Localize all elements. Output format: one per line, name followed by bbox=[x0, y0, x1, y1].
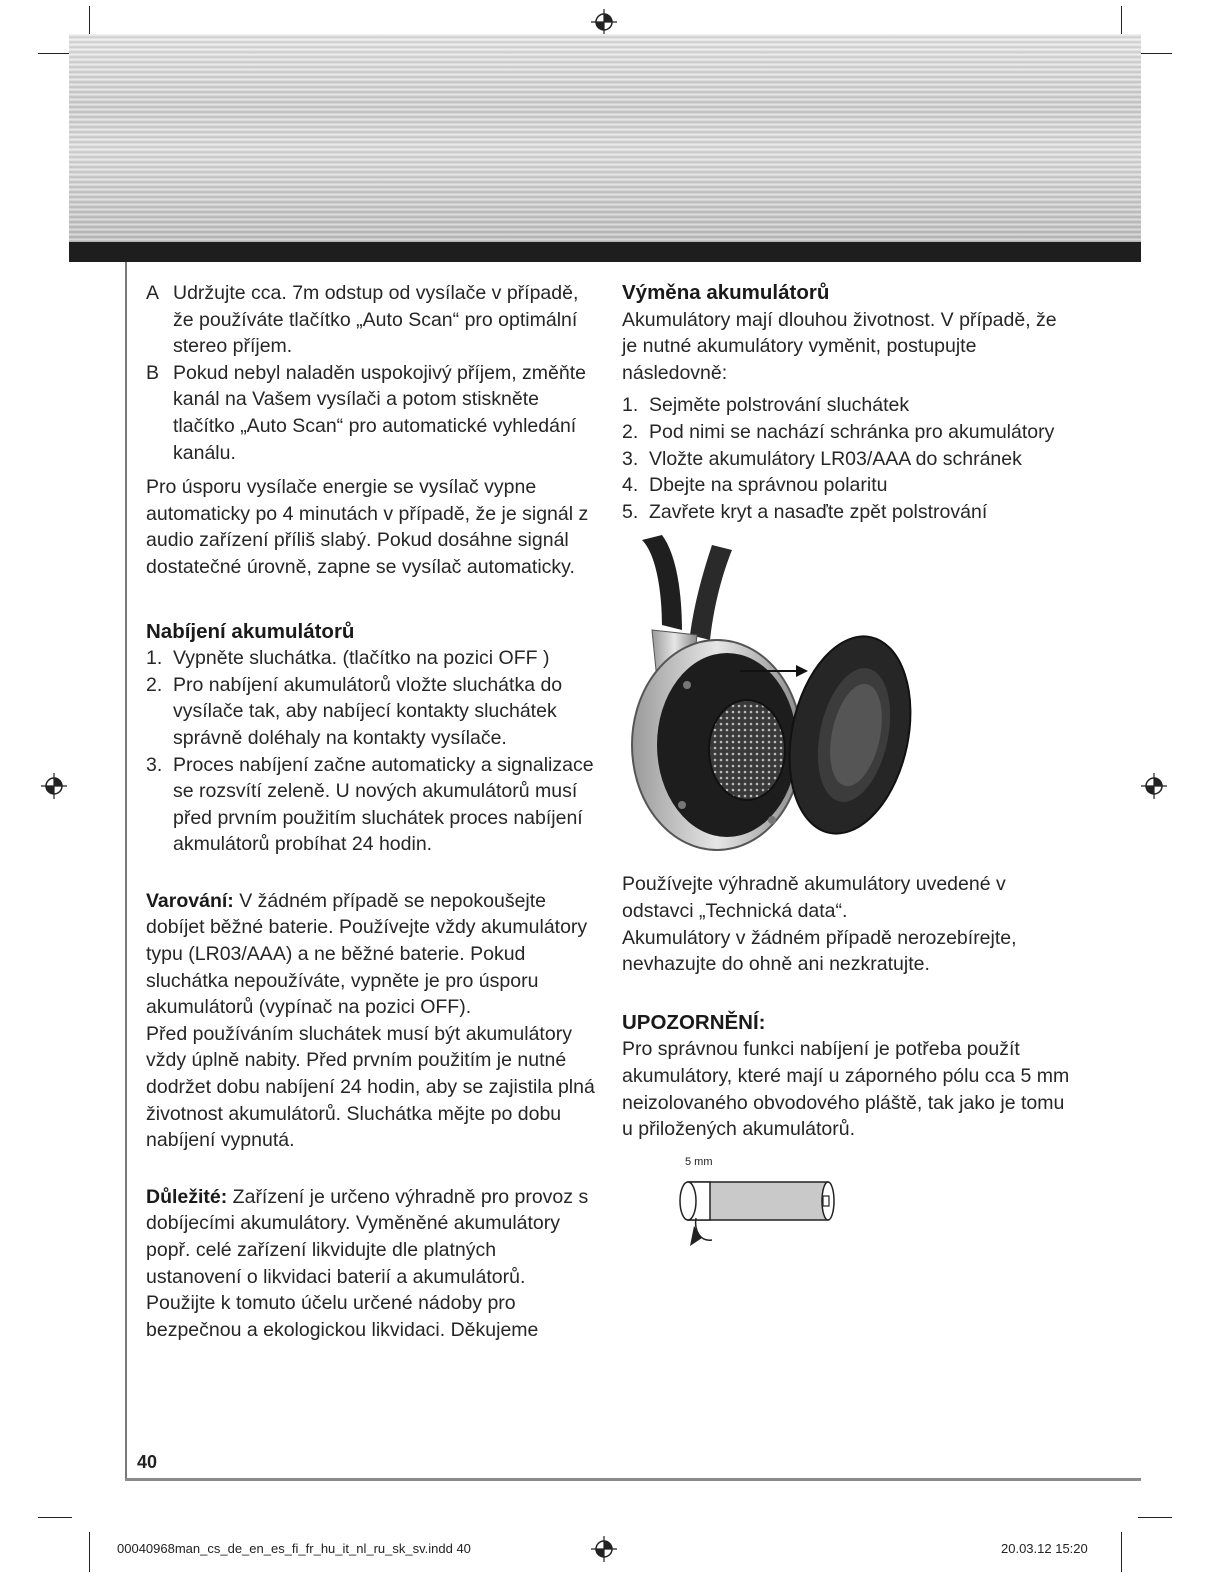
notice-heading: UPOZORNĚNÍ: bbox=[622, 1010, 766, 1034]
footer-date: 20.03.12 15:20 bbox=[1001, 1541, 1088, 1556]
crop-mark bbox=[1138, 1517, 1172, 1518]
registration-mark-icon bbox=[591, 9, 617, 35]
use-paragraph: Používejte výhradně akumulátory uvedené v odstavci „Technická data“. bbox=[622, 873, 1006, 922]
list-item-text: Pod nimi se nachází schránka pro akumulátory bbox=[649, 420, 1055, 443]
list-item-label: B bbox=[146, 361, 160, 384]
list-item-text: Vložte akumulátory LR03/AAA do schránek bbox=[649, 447, 1022, 470]
list-item bbox=[622, 446, 1072, 473]
energy-paragraph: Pro úsporu vysílače energie se vysílač vypne automaticky po 4 minutách v případě, že je signál z audio zařízení příliš slabý. Pokud dosáhne signál dostatečné úrovně, zapne se vysílač automaticky. bbox=[146, 476, 589, 578]
registration-mark-icon bbox=[41, 773, 67, 799]
crop-mark bbox=[1121, 1532, 1122, 1572]
list-item-label: A bbox=[146, 282, 160, 304]
list-item-text: Vypněte sluchátka. (tlačítko na pozici OFF ) bbox=[173, 647, 550, 670]
battery-illustration bbox=[660, 1150, 860, 1260]
list-item-text: Pokud nebyl naladěn uspokojivý příjem, změňte kanál na Vašem vysílači a potom stiskněte tlačítko „Auto Scan“ pro automatické vyhledání kanálu. bbox=[173, 361, 586, 464]
list-item bbox=[146, 360, 596, 466]
list-item-label: 1. bbox=[146, 647, 163, 670]
notice-paragraph: Pro správnou funkci nabíjení je potřeba použít akumulátory, které mají u záporného pólu cca 5 mm neizolovaného obvodového pláště, tak jako je tomu u přiložených akumulátorů. bbox=[622, 1038, 1070, 1141]
header-bar bbox=[69, 242, 1141, 262]
footer-file: 00040968man_cs_de_en_es_fi_fr_hu_it_nl_ru_sk_sv.indd 40 bbox=[117, 1541, 471, 1556]
list-item-label: 4. bbox=[622, 474, 639, 497]
list-item-label: 1. bbox=[622, 394, 639, 417]
list-item-label: 3. bbox=[622, 447, 639, 470]
header-banner bbox=[69, 34, 1141, 242]
crop-mark bbox=[1138, 53, 1172, 54]
list-item bbox=[146, 752, 596, 858]
list-item-text: Pro nabíjení akumulátorů vložte sluchátka do vysílače tak, aby nabíjecí kontakty sluchátek správně doléhaly na kontakty vysílače. bbox=[173, 673, 563, 749]
list-item bbox=[622, 499, 1072, 526]
list-item-label: 2. bbox=[146, 673, 163, 696]
use-paragraph-2: Akumulátory v žádném případě nerozebírejte, nevhazujte do ohně ani nezkratujte. bbox=[622, 926, 1017, 976]
battery-dimension-label: 5 mm bbox=[685, 1156, 713, 1168]
replace-heading: Výměna akumulátorů bbox=[622, 281, 830, 304]
list-item-label: 5. bbox=[622, 500, 639, 523]
replace-intro: Akumulátory mají dlouhou životnost. V případě, že je nutné akumulátory vyměnit, postupujte následovně: bbox=[622, 308, 1057, 384]
list-item-text: Sejměte polstrování sluchátek bbox=[649, 394, 910, 417]
page-rule-bottom bbox=[125, 1478, 1141, 1481]
left-column bbox=[146, 280, 596, 1343]
charging-heading: Nabíjení akumulátorů bbox=[146, 619, 355, 643]
list-item bbox=[622, 392, 1072, 419]
crop-mark bbox=[38, 1517, 72, 1518]
registration-mark-icon bbox=[1141, 773, 1167, 799]
registration-mark-icon bbox=[591, 1536, 617, 1562]
important-text: Zařízení je určeno výhradně pro provoz s dobíjecími akumulátory. Vyměněné akumulátory popř. celé zařízení likvidujte dle platných ustanovení o likvidaci baterií a akumulátorů. Použijte k tomuto účelu určené nádoby pro bezpečnou a ekologickou likvidaci. Děkujeme bbox=[146, 1185, 589, 1341]
page-number: 40 bbox=[137, 1452, 158, 1472]
list-item-text: Proces nabíjení začne automaticky a signalizace se rozsvítí zeleně. U nových akumulátorů musí před prvním použitím sluchátek proces nabíjení akmulátorů probíhat 24 hodin. bbox=[173, 753, 594, 856]
list-item-label: 2. bbox=[622, 420, 639, 443]
warning-text: V žádném případě se nepokoušejte dobíjet běžné baterie. Používejte vždy akumulátory typu (LR03/AAA) a ne běžné baterie. Pokud sluchátka nepoužíváte, vypněte je pro úsporu akumulátorů (vypínač na pozici OFF). bbox=[146, 889, 588, 1019]
warning-label: Varování: bbox=[146, 889, 234, 912]
important-paragraph bbox=[146, 1184, 596, 1344]
list-item bbox=[622, 472, 1072, 499]
list-item bbox=[146, 672, 596, 752]
warning-paragraph bbox=[146, 888, 596, 1021]
headphone-illustration bbox=[622, 535, 922, 865]
list-item-label: 3. bbox=[146, 753, 163, 776]
page-rule-left bbox=[125, 262, 127, 1480]
warning-paragraph-2: Před používáním sluchátek musí být akumulátory vždy úplně nabity. Před prvním použitím je nutné dodržet dobu nabíjení 24 hodin, aby se zajistila plná životnost akumulátorů. Sluchátka mějte po dobu nabíjení vypnutá. bbox=[146, 1022, 595, 1152]
list-item bbox=[146, 645, 596, 672]
replace-steps bbox=[622, 392, 1072, 525]
list-item-text: Zavřete kryt a nasaďte zpět polstrování bbox=[649, 500, 988, 523]
list-item bbox=[622, 419, 1072, 446]
list-item-text: Udržujte cca. 7m odstup od vysílače v případě, že používáte tlačítko „Auto Scan“ pro optimální stereo příjem. bbox=[173, 282, 579, 358]
list-item bbox=[146, 280, 596, 360]
crop-mark bbox=[89, 1532, 90, 1572]
crop-mark bbox=[38, 53, 72, 54]
important-label: Důležité: bbox=[146, 1185, 228, 1208]
list-item-text: Dbejte na správnou polaritu bbox=[649, 474, 888, 497]
